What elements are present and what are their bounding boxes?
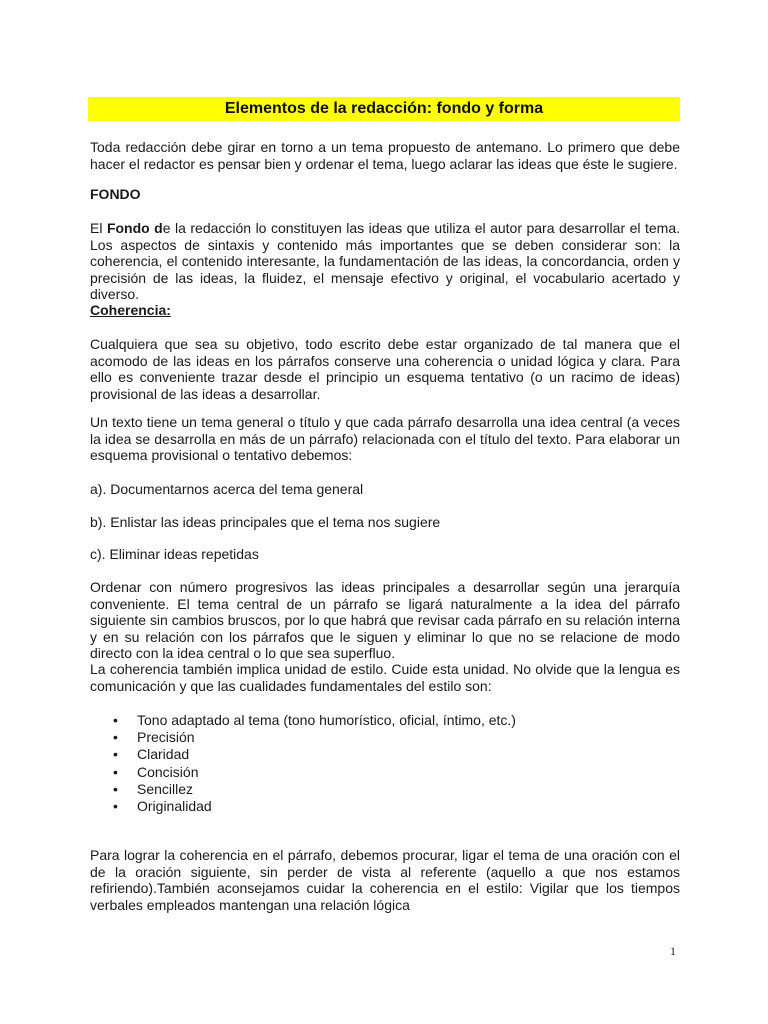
document-title: Elementos de la redacción: fondo y forma xyxy=(88,97,680,121)
fondo-rest: e la redacción lo constituyen las ideas que utiliza el autor para desarrollar el tema. Los aspectos de sintaxis y contenido más importantes que se deben considerar son: la coherencia, el contenido interesante, la fundamentación de las ideas, la concordancia, orden y precisión de las ideas, la fluidez, el mensaje efectivo y original, el vocabulario acertado y diverso. xyxy=(90,220,680,302)
list-item: • Concisión xyxy=(113,764,516,781)
fondo-paragraph xyxy=(90,220,680,303)
list-item: • Precisión xyxy=(113,729,516,746)
coherencia-paragraph-3: Ordenar con número progresivos las ideas principales a desarrollar según una jerarquía conveniente. El tema central de un párrafo se ligará naturalmente a la idea del párrafo siguiente sin cambios bruscos, por lo que habrá que revisar cada párrafo en su relación interna y en su relación con los párrafos que le siguen y eliminar lo que no se relacione de modo directo con la idea central o lo que sea superfluo. xyxy=(90,579,680,661)
intro-paragraph: Toda redacción debe girar en torno a un tema propuesto de antemano. Lo primero que debe hacer el redactor es pensar bien y ordenar el tema, luego aclarar las ideas que éste le sugiere. xyxy=(90,139,680,172)
style-qualities-list xyxy=(113,712,516,815)
coherencia-paragraph-2: Un texto tiene un tema general o título y que cada párrafo desarrolla una idea central (a veces la idea se desarrolla en más de un párrafo) relacionada con el título del texto. Para elaborar un esquema provisional o tentativo debemos: xyxy=(90,414,680,463)
coherencia-paragraph-4: La coherencia también implica unidad de estilo. Cuide esta unidad. No olvide que la lengua es comunicación y que las cualidades fundamentales del estilo son: xyxy=(90,661,680,694)
list-item: • Tono adaptado al tema (tono humorístico, oficial, íntimo, etc.) xyxy=(113,712,516,729)
step-b: b). Enlistar las ideas principales que el tema nos sugiere xyxy=(90,514,441,530)
page-number: 1 xyxy=(670,944,676,958)
step-a: a). Documentarnos acerca del tema general xyxy=(90,481,364,497)
step-c: c). Eliminar ideas repetidas xyxy=(90,546,259,562)
coherencia-paragraph-5: Para lograr la coherencia en el párrafo, debemos procurar, ligar el tema de una oración con el de la oración siguiente, sin perder de vista al referente (aquello a que nos estamos refiriendo).También aconsejamos cuidar la coherencia en el estilo: Vigilar que los tiempos verbales empleados mantengan una relación lógica xyxy=(90,847,680,913)
fondo-prefix: El xyxy=(90,220,107,236)
list-item: • Claridad xyxy=(113,746,516,763)
coherencia-heading: Coherencia: xyxy=(90,302,171,318)
fondo-bold-term: Fondo d xyxy=(106,220,163,236)
coherencia-paragraph-1: Cualquiera que sea su objetivo, todo escrito debe estar organizado de tal manera que el acomodo de las ideas en los párrafos conserve una coherencia o unidad lógica y clara. Para ello es conveniente trazar desde el principio un esquema tentativo (o un racimo de ideas) provisional de las ideas a desarrollar. xyxy=(90,336,680,402)
list-item: • Originalidad xyxy=(113,798,516,815)
fondo-heading: FONDO xyxy=(90,186,141,202)
list-item: • Sencillez xyxy=(113,781,516,798)
